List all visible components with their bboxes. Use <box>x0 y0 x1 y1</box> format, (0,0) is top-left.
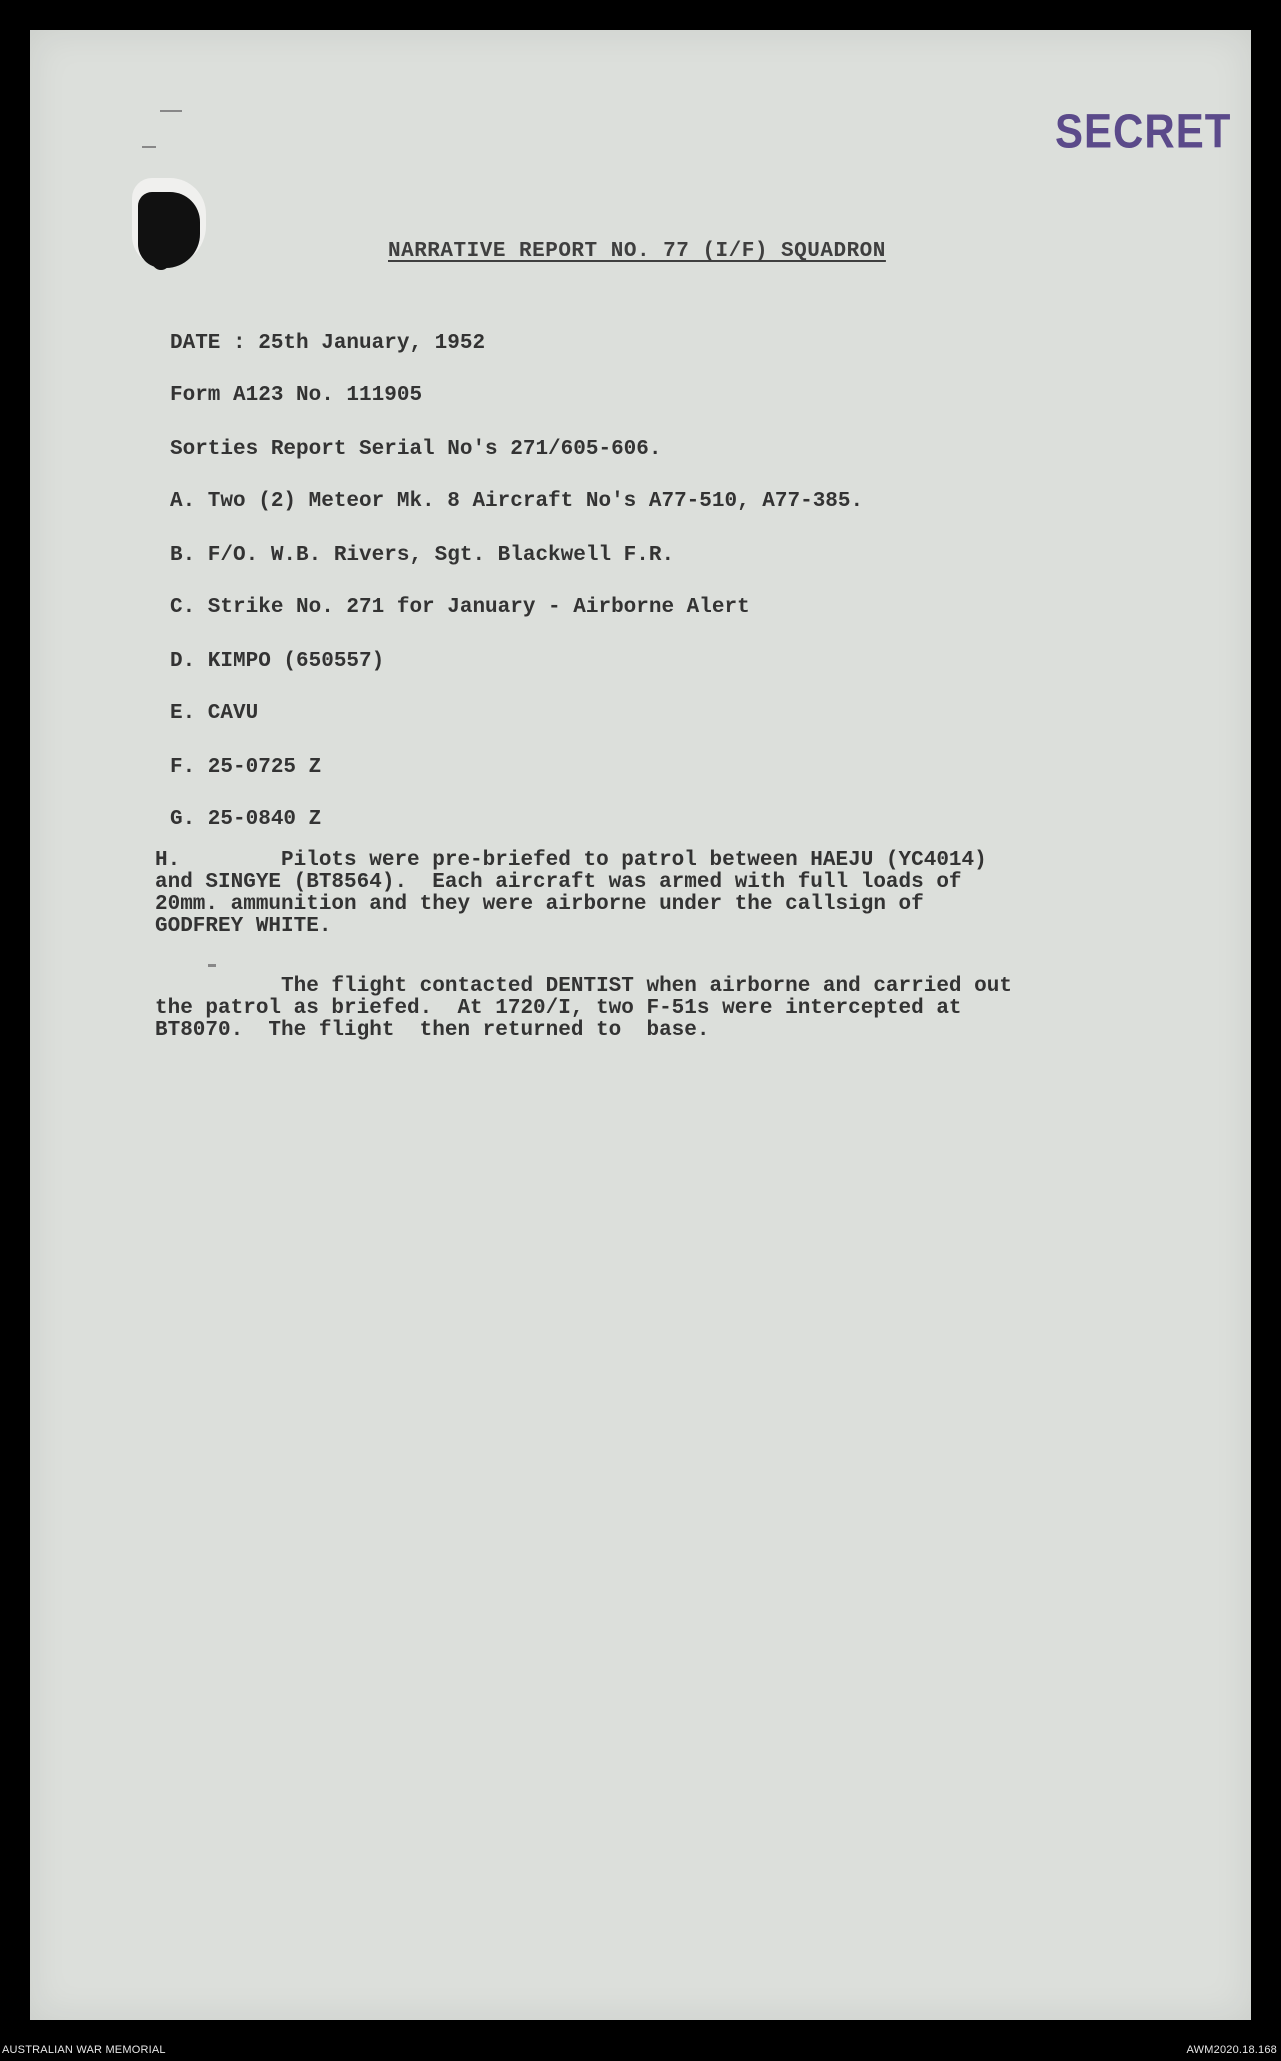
pencil-mark <box>142 146 156 148</box>
paragraph-line: the patrol as briefed. At 1720/I, two F-51s were intercepted at <box>155 997 962 1020</box>
pencil-mark <box>208 964 216 967</box>
field-form: Form A123 No. 111905 <box>170 384 423 407</box>
field-c: C. Strike No. 271 for January - Airborne Alert <box>170 596 750 619</box>
paragraph-line: H. Pilots were pre-briefed to patrol between HAEJU (YC4014) <box>155 849 987 872</box>
field-date: DATE : 25th January, 1952 <box>170 332 486 355</box>
paragraph-2 <box>155 976 1012 1042</box>
secret-stamp: SECRET <box>1055 104 1232 159</box>
punch-hole <box>138 192 200 268</box>
field-b: B. F/O. W.B. Rivers, Sgt. Blackwell F.R. <box>170 544 675 567</box>
field-a: A. Two (2) Meteor Mk. 8 Aircraft No's A77-510, A77-385. <box>170 490 864 513</box>
pencil-mark <box>160 110 182 112</box>
paragraph-line: 20mm. ammunition and they were airborne under the callsign of <box>155 893 924 916</box>
document-title: NARRATIVE REPORT NO. 77 (I/F) SQUADRON <box>388 240 886 263</box>
field-d: D. KIMPO (650557) <box>170 650 385 673</box>
field-f: F. 25-0725 Z <box>170 756 322 779</box>
field-g: G. 25-0840 Z <box>170 808 322 831</box>
field-sorties: Sorties Report Serial No's 271/605-606. <box>170 438 662 461</box>
paragraph-line: The flight contacted DENTIST when airborne and carried out <box>155 975 1012 998</box>
paragraph-line: GODFREY WHITE. <box>155 915 332 938</box>
paragraph-h <box>155 850 987 938</box>
paragraph-line: BT8070. The flight then returned to base. <box>155 1019 710 1042</box>
footer-accession-number: AWM2020.18.168 <box>1186 2044 1277 2056</box>
footer-credit: AUSTRALIAN WAR MEMORIAL <box>2 2044 166 2056</box>
paragraph-line: and SINGYE (BT8564). Each aircraft was armed with full loads of <box>155 871 962 894</box>
field-e: E. CAVU <box>170 702 259 725</box>
